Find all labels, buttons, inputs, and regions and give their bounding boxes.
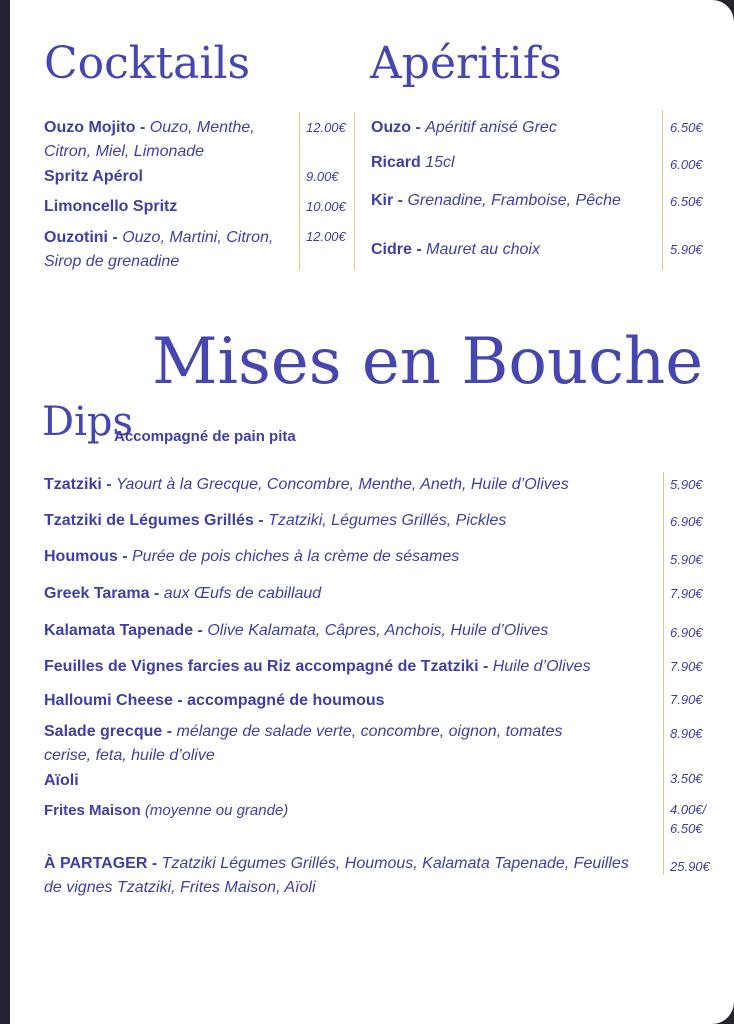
item-desc: aux Œufs de cabillaud xyxy=(163,585,322,602)
item-name: Frites Maison xyxy=(44,802,141,819)
menu-item-tzatziki-legumes xyxy=(44,509,656,533)
item-price: 7.90€ xyxy=(670,692,703,707)
menu-item-kir xyxy=(371,189,621,213)
item-name: Aïoli xyxy=(44,772,79,789)
menu-item-ouzo-mojito xyxy=(44,116,294,164)
item-desc: Ouzo, Martini, Citron, Sirop de grenadine xyxy=(44,229,274,270)
item-price: 10.00€ xyxy=(306,199,346,214)
item-desc: Grenadine, Framboise, Pêche xyxy=(407,192,621,209)
item-price: 8.90€ xyxy=(670,726,703,741)
menu-item-cidre xyxy=(371,238,621,262)
dips-subtitle xyxy=(114,425,296,449)
menu-item-tzatziki xyxy=(44,473,656,497)
aperitifs-title: Apéritifs xyxy=(370,38,562,89)
menu-item-ricard xyxy=(371,151,621,175)
item-desc: Apéritif anisé Grec xyxy=(425,119,557,136)
item-price: 5.90€ xyxy=(670,552,703,567)
item-separator: - xyxy=(478,658,493,675)
menu-item-aioli xyxy=(44,769,656,793)
menu-item-greek-tarama xyxy=(44,582,656,606)
item-price: 4.00€/ xyxy=(670,802,707,817)
item-separator: - xyxy=(147,855,162,872)
item-separator: - xyxy=(101,476,117,493)
item-name: Ricard xyxy=(371,154,421,171)
menu-item-houmous xyxy=(44,545,656,569)
item-name: Halloumi Cheese - accompagné de houmous xyxy=(44,692,385,709)
item-price: 6.90€ xyxy=(670,514,703,529)
menu-item-ouzotini xyxy=(44,226,294,274)
dips-subtitle-text: Accompagné de pain pita xyxy=(114,428,296,445)
menu-item-feuilles-de-vignes xyxy=(44,655,656,679)
menu-item-ouzo xyxy=(371,116,621,140)
menu-page xyxy=(10,0,734,1024)
menu-item-halloumi xyxy=(44,689,656,713)
item-desc: Huile d’Olives xyxy=(492,658,591,675)
item-desc: Purée de pois chiches à la crème de sésames xyxy=(132,548,460,565)
item-name: Tzatziki de Légumes Grillés xyxy=(44,512,254,529)
item-separator: - xyxy=(107,229,123,246)
item-price: 9.00€ xyxy=(306,169,339,184)
item-name: Ouzotini xyxy=(44,229,108,246)
item-price: 5.90€ xyxy=(670,477,703,492)
item-desc: (moyenne ou grande) xyxy=(144,802,289,819)
item-price: 5.90€ xyxy=(670,242,703,257)
item-separator: - xyxy=(411,241,427,258)
item-desc: mélange de salade verte, concombre, oignon, tomates cerise, feta, huile d’olive xyxy=(44,723,563,764)
item-price: 6.90€ xyxy=(670,625,703,640)
menu-item-kalamata-tapenade xyxy=(44,619,656,643)
menu-item-limoncello-spritz xyxy=(44,195,294,219)
item-separator: - xyxy=(411,119,426,136)
item-price: 6.50€ xyxy=(670,120,703,135)
item-name: Houmous xyxy=(44,548,118,565)
column-divider xyxy=(662,110,663,270)
column-divider xyxy=(663,472,664,875)
item-desc: Tzatziki, Légumes Grillés, Pickles xyxy=(268,512,507,529)
item-desc: Mauret au choix xyxy=(426,241,540,258)
item-desc: Olive Kalamata, Câpres, Anchois, Huile d’Olives xyxy=(207,622,549,639)
item-separator: - xyxy=(117,548,132,565)
item-price: 6.00€ xyxy=(670,157,703,172)
item-price: 6.50€ xyxy=(670,194,703,209)
menu-item-a-partager xyxy=(44,852,644,900)
item-separator: - xyxy=(135,119,150,136)
item-desc: Ouzo, Menthe, Citron, Miel, Limonade xyxy=(44,119,255,160)
menu-item-spritz-aperol xyxy=(44,165,294,189)
item-name: Spritz Apérol xyxy=(44,168,143,185)
item-name: Cidre xyxy=(371,241,412,258)
item-name: Tzatziki xyxy=(44,476,102,493)
item-name: À PARTAGER xyxy=(44,855,148,872)
item-name: Limoncello Spritz xyxy=(44,198,178,215)
column-divider xyxy=(354,112,355,270)
item-separator: - xyxy=(162,723,177,740)
item-separator: - xyxy=(149,585,164,602)
item-separator: - xyxy=(393,192,408,209)
item-price: 12.00€ xyxy=(306,120,346,135)
item-name: Kalamata Tapenade xyxy=(44,622,194,639)
cocktails-title: Cocktails xyxy=(44,38,251,89)
column-divider xyxy=(299,112,300,270)
dips-title: Dips xyxy=(42,399,133,445)
menu-item-salade-grecque xyxy=(44,720,564,768)
mises-en-bouche-title: Mises en Bouche xyxy=(152,325,704,399)
item-name: Feuilles de Vignes farcies au Riz accompagné de Tzatziki xyxy=(44,658,479,675)
item-separator: - xyxy=(253,512,269,529)
item-price: 12.00€ xyxy=(306,229,346,244)
item-price: 3.50€ xyxy=(670,771,703,786)
item-price-large: 6.50€ xyxy=(670,821,703,836)
item-separator: - xyxy=(193,622,208,639)
item-name: Salade grecque xyxy=(44,723,163,740)
item-desc: Yaourt à la Grecque, Concombre, Menthe, Aneth, Huile d’Olives xyxy=(116,476,569,493)
item-name: Ouzo Mojito xyxy=(44,119,136,136)
item-desc: Tzatziki Légumes Grillés, Houmous, Kalamata Tapenade, Feuilles de vignes Tzatziki, Frites Maison, Aïoli xyxy=(44,855,629,896)
item-price: 7.90€ xyxy=(670,659,703,674)
item-name: Ouzo xyxy=(371,119,411,136)
menu-item-frites-maison xyxy=(44,799,656,823)
item-price: 25.90€ xyxy=(670,859,710,874)
item-desc: 15cl xyxy=(425,154,455,171)
item-name: Greek Tarama xyxy=(44,585,150,602)
item-name: Kir xyxy=(371,192,394,209)
item-price: 7.90€ xyxy=(670,586,703,601)
